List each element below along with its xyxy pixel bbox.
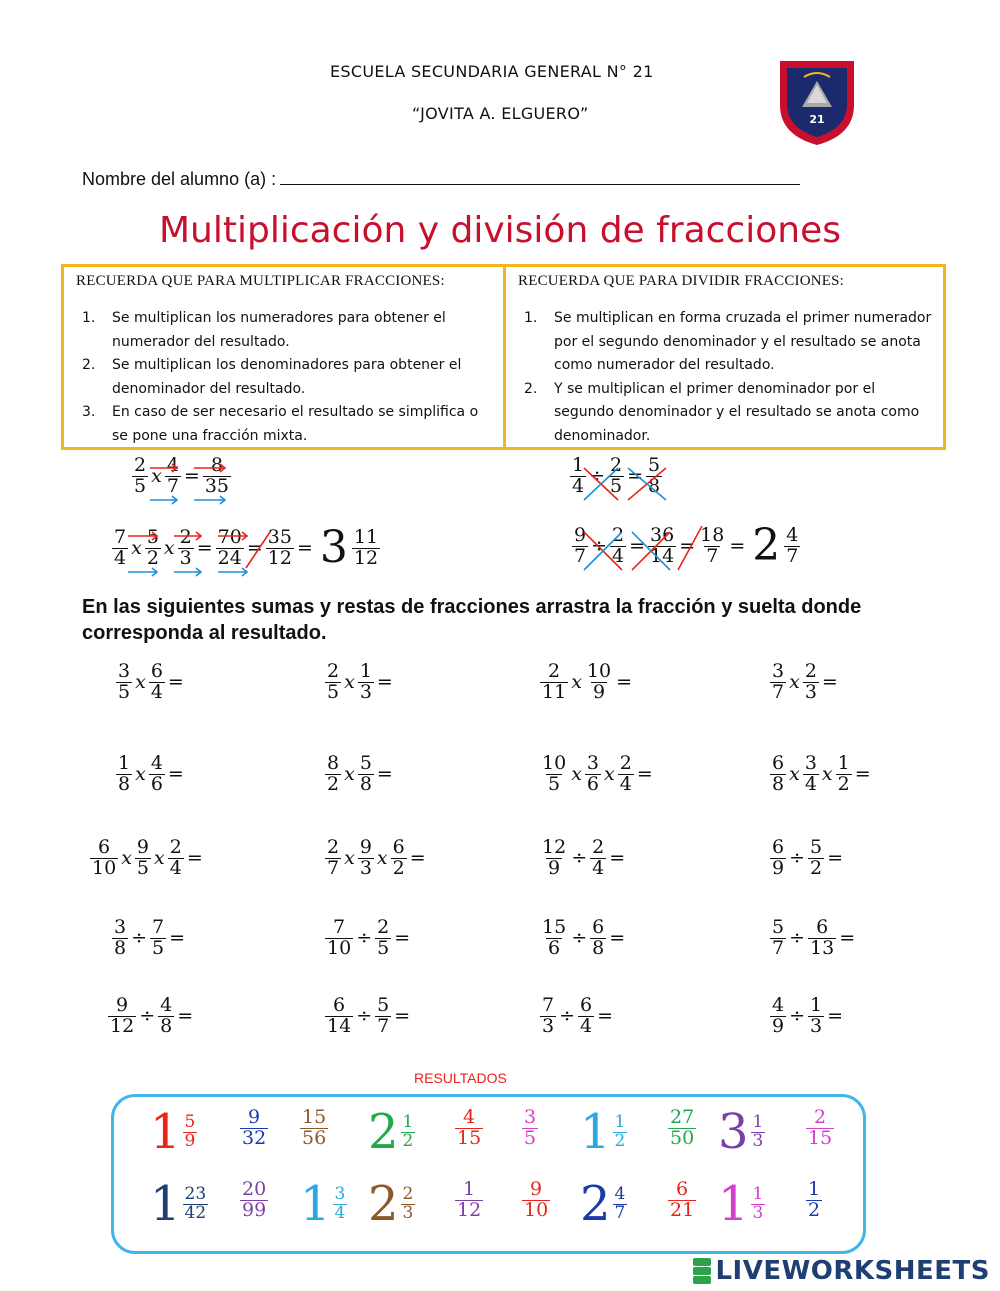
operator: x: [789, 671, 800, 694]
exercise-fraction: $\frac{2}{4}$: [169, 836, 182, 879]
result-whole: 2: [580, 1176, 611, 1232]
operator: ÷: [789, 927, 806, 950]
equals-sign: =: [376, 763, 393, 786]
results-label: RESULTADOS: [414, 1070, 507, 1086]
answer-drop-zone[interactable]: [206, 838, 246, 878]
result-fraction: $\frac{23}{42}$: [184, 1183, 207, 1223]
operator: ÷: [131, 927, 148, 950]
answer-drop-zone[interactable]: [396, 662, 436, 702]
equals-sign: =: [394, 1005, 411, 1028]
result-fraction: $\frac{6}{21}$: [670, 1178, 695, 1221]
answer-drop-zone[interactable]: [635, 662, 675, 702]
equals-sign: =: [167, 671, 184, 694]
answer-drop-zone[interactable]: [846, 838, 886, 878]
answer-drop-zone[interactable]: [616, 996, 656, 1036]
exercise-3-3: [540, 838, 668, 879]
equals-sign: =: [839, 927, 856, 950]
operator: ÷: [356, 1005, 373, 1028]
exercise-1-3: [540, 662, 675, 703]
exercise-fraction: $\frac{3}{7}$: [772, 660, 785, 703]
result-whole: 2: [368, 1104, 399, 1160]
equals-sign: =: [394, 927, 411, 950]
answer-drop-zone[interactable]: [187, 754, 227, 794]
result-tile[interactable]: [522, 1108, 538, 1149]
example-multiplication-2: $\frac{7}{4}$ x $\frac{5}{2}$ x $\frac{2}{3}$ = $\frac{70}{24}$ = $\frac{35}{12}$ = 3 $\frac{11}{12}$: [114, 522, 379, 573]
exercise-fraction: $\frac{2}{4}$: [619, 752, 632, 795]
school-name-line: ESCUELA SECUNDARIA GENERAL N° 21: [330, 62, 654, 81]
operator: ÷: [356, 927, 373, 950]
exercise-4-4: [770, 918, 898, 959]
multiply-rule-item: 1. Se multiplican los numeradores para obtener el numerador del resultado.: [82, 310, 446, 350]
exercise-fraction: $\frac{3}{4}$: [804, 752, 817, 795]
exercise-fraction: $\frac{2}{7}$: [327, 836, 340, 879]
liveworksheets-logo-icon: [693, 1258, 711, 1284]
result-tile[interactable]: [455, 1108, 483, 1149]
result-fraction: $\frac{2}{3}$: [402, 1183, 414, 1223]
answer-drop-zone[interactable]: [413, 996, 453, 1036]
result-tile[interactable]: [150, 1176, 208, 1232]
school-crest-logo: [774, 55, 860, 147]
exercise-fraction: $\frac{6}{2}$: [392, 836, 405, 879]
operator: x: [376, 847, 388, 870]
exercise-fraction: $\frac{4}{6}$: [150, 752, 163, 795]
example-div1-arrows: [578, 462, 688, 508]
result-tile[interactable]: [580, 1176, 627, 1232]
operator: x: [344, 671, 355, 694]
equals-sign: =: [636, 763, 653, 786]
equals-sign: =: [376, 671, 393, 694]
liveworksheets-brand: LIVEWORKSHEETS: [715, 1256, 990, 1286]
operator: ÷: [571, 847, 588, 870]
equals-sign: =: [827, 847, 844, 870]
operator: x: [604, 763, 615, 786]
operator: x: [821, 763, 833, 786]
exercise-1-2: [325, 662, 436, 703]
exercise-4-2: [325, 918, 453, 959]
result-tile[interactable]: [240, 1180, 268, 1221]
exercise-fraction: $\frac{6}{8}$: [772, 752, 785, 795]
exercise-5-1: [108, 996, 236, 1037]
exercise-fraction: $\frac{2}{3}$: [804, 660, 817, 703]
example-division-2: $\frac{9}{7}$ ÷ $\frac{2}{4}$ = $\frac{36}{14}$ = $\frac{18}{7}$ = 2 $\frac{4}{7}$: [574, 520, 799, 571]
result-tile[interactable]: [368, 1176, 415, 1232]
operator: x: [135, 763, 146, 786]
divide-rule-item: 2. Y se multiplican el primer denominador por el segundo denominador y el resultado se anota como denominador.: [524, 380, 920, 444]
exercise-2-1: [116, 754, 227, 795]
result-whole: 1: [580, 1104, 611, 1160]
exercise-4-1: [112, 918, 228, 959]
exercise-1-4: [770, 662, 881, 703]
operator: x: [789, 763, 800, 786]
exercise-fraction: $\frac{7}{3}$: [542, 994, 555, 1037]
exercise-fraction: $\frac{5}{7}$: [772, 916, 785, 959]
exercise-2-4: [770, 754, 914, 795]
exercise-1-1: [116, 662, 227, 703]
exercise-fraction: $\frac{1}{8}$: [118, 752, 131, 795]
result-whole: 1: [718, 1176, 749, 1232]
exercise-fraction: $\frac{9}{12}$: [110, 994, 135, 1037]
result-fraction: $\frac{1}{2}$: [614, 1111, 626, 1151]
exercise-fraction: $\frac{6}{4}$: [580, 994, 593, 1037]
equals-sign: =: [821, 671, 838, 694]
result-fraction: $\frac{1}{3}$: [752, 1111, 764, 1151]
operator: x: [135, 671, 146, 694]
exercise-fraction: $\frac{8}{2}$: [327, 752, 340, 795]
equals-sign: =: [854, 763, 871, 786]
equals-sign: =: [169, 927, 186, 950]
example-mult1-arrows: [140, 460, 240, 508]
answer-drop-zone[interactable]: [628, 918, 668, 958]
exercise-fraction: $\frac{1}{2}$: [837, 752, 850, 795]
multiply-rules-box: [61, 264, 506, 450]
equals-sign: =: [609, 847, 626, 870]
equals-sign: =: [409, 847, 426, 870]
result-fraction: $\frac{5}{9}$: [184, 1111, 196, 1151]
exercise-fraction: $\frac{2}{11}$: [542, 660, 567, 703]
exercise-fraction: $\frac{4}{8}$: [160, 994, 173, 1037]
answer-drop-zone[interactable]: [187, 662, 227, 702]
exercise-fraction: $\frac{5}{8}$: [359, 752, 372, 795]
result-whole: 1: [300, 1176, 331, 1232]
exercise-fraction: $\frac{10}{5}$: [542, 752, 567, 795]
result-fraction: $\frac{9}{10}$: [524, 1178, 549, 1221]
exercise-fraction: $\frac{1}{3}$: [359, 660, 372, 703]
operator: x: [344, 847, 355, 870]
equals-sign: =: [177, 1005, 194, 1028]
exercise-fraction: $\frac{12}{9}$: [542, 836, 567, 879]
multiply-rule-item: 2. Se multiplican los denominadores para obtener el denominador del resultado.: [82, 357, 462, 397]
answer-drop-zone[interactable]: [196, 996, 236, 1036]
exercise-fraction: $\frac{7}{10}$: [327, 916, 352, 959]
exercise-4-3: [540, 918, 668, 959]
equals-sign: =: [597, 1005, 614, 1028]
answer-drop-zone[interactable]: [396, 754, 436, 794]
result-fraction: $\frac{4}{7}$: [614, 1183, 626, 1223]
result-tile[interactable]: [580, 1104, 627, 1160]
answer-drop-zone[interactable]: [188, 918, 228, 958]
operator: x: [344, 763, 355, 786]
result-whole: 2: [368, 1176, 399, 1232]
operator: ÷: [559, 1005, 576, 1028]
student-name-label: Nombre del alumno (a) :: [82, 169, 277, 189]
exercise-5-3: [540, 996, 656, 1037]
exercise-fraction: $\frac{7}{5}$: [152, 916, 165, 959]
exercise-fraction: $\frac{2}{4}$: [592, 836, 605, 879]
liveworksheets-footer: [693, 1256, 990, 1286]
divide-rules-box: [503, 264, 946, 450]
operator: ÷: [789, 1005, 806, 1028]
page-title: Multiplicación y división de fracciones: [158, 210, 842, 251]
exercise-fraction: $\frac{3}{8}$: [114, 916, 127, 959]
answer-drop-zone[interactable]: [628, 838, 668, 878]
result-whole: 1: [150, 1104, 181, 1160]
exercise-2-3: [540, 754, 696, 795]
student-name-row: [82, 168, 800, 190]
answer-drop-zone[interactable]: [846, 996, 886, 1036]
multiply-rules-heading: RECUERDA QUE PARA MULTIPLICAR FRACCIONES:: [76, 273, 445, 289]
result-fraction: $\frac{20}{99}$: [242, 1178, 267, 1221]
example-multiplication-1: $\frac{2}{5}$ x $\frac{4}{7}$ = $\frac{8}{35}$: [134, 454, 230, 497]
result-tile[interactable]: [668, 1108, 696, 1149]
exercise-3-1: [90, 838, 246, 879]
result-fraction: $\frac{3}{5}$: [524, 1106, 537, 1149]
operator: x: [571, 763, 582, 786]
exercise-fraction: $\frac{6}{4}$: [150, 660, 163, 703]
equals-sign: =: [616, 671, 633, 694]
answer-drop-zone[interactable]: [656, 754, 696, 794]
exercise-fraction: $\frac{6}{9}$: [772, 836, 785, 879]
result-whole: 3: [718, 1104, 749, 1160]
exercise-fraction: $\frac{10}{9}$: [586, 660, 612, 703]
result-tile[interactable]: [300, 1108, 328, 1149]
operator: ÷: [571, 927, 588, 950]
exercise-5-4: [770, 996, 886, 1037]
result-tile[interactable]: [718, 1176, 765, 1232]
example-div2-arrows: [578, 526, 708, 578]
result-fraction: $\frac{3}{4}$: [334, 1183, 346, 1223]
exercise-5-2: [325, 996, 453, 1037]
result-fraction: $\frac{1}{2}$: [402, 1111, 414, 1151]
exercise-fraction: $\frac{2}{5}$: [327, 660, 340, 703]
example-division-1: $\frac{1}{4}$ ÷ $\frac{2}{5}$ = $\frac{5}{8}$: [572, 454, 661, 497]
student-name-field[interactable]: [280, 168, 800, 185]
answer-drop-zone[interactable]: [841, 662, 881, 702]
result-tile[interactable]: [368, 1104, 415, 1160]
exercise-fraction: $\frac{4}{9}$: [772, 994, 785, 1037]
result-tile[interactable]: [806, 1180, 822, 1221]
result-tile[interactable]: [806, 1108, 834, 1149]
result-tile[interactable]: [455, 1180, 483, 1221]
school-name-quote: “JOVITA A. ELGUERO”: [412, 104, 589, 123]
result-tile[interactable]: [300, 1176, 347, 1232]
result-fraction: $\frac{4}{15}$: [457, 1106, 482, 1149]
exercise-fraction: $\frac{5}{7}$: [377, 994, 390, 1037]
divide-rule-item: 1. Se multiplican en forma cruzada el primer numerador por el segundo denominador y el resultado se anota como numerador del resultado.: [524, 310, 932, 373]
exercise-fraction: $\frac{15}{6}$: [542, 916, 567, 959]
exercise-2-2: [325, 754, 436, 795]
result-fraction: $\frac{15}{56}$: [302, 1106, 327, 1149]
answer-drop-zone[interactable]: [429, 838, 469, 878]
result-whole: 1: [150, 1176, 181, 1232]
operator: x: [154, 847, 165, 870]
divide-rules-heading: RECUERDA QUE PARA DIVIDIR FRACCIONES:: [518, 273, 845, 289]
equals-sign: =: [827, 1005, 844, 1028]
result-fraction: $\frac{1}{12}$: [457, 1178, 482, 1221]
exercise-fraction: $\frac{3}{6}$: [586, 752, 599, 795]
exercise-fraction: $\frac{6}{14}$: [327, 994, 352, 1037]
operator: x: [121, 847, 132, 870]
answer-drop-zone[interactable]: [413, 918, 453, 958]
operator: x: [571, 671, 582, 694]
exercise-fraction: $\frac{9}{5}$: [136, 836, 149, 879]
exercise-3-2: [325, 838, 469, 879]
equals-sign: =: [609, 927, 626, 950]
result-tile[interactable]: [240, 1108, 268, 1149]
result-tile[interactable]: [668, 1180, 696, 1221]
equals-sign: =: [186, 847, 203, 870]
multiply-rule-item: 3. En caso de ser necesario el resultado se simplifica o se pone una fracción mixta.: [82, 404, 479, 444]
operator: ÷: [139, 1005, 156, 1028]
result-tile[interactable]: [150, 1104, 197, 1160]
example-mult2-arrows: [118, 528, 288, 582]
exercise-3-4: [770, 838, 886, 879]
exercise-fraction: $\frac{6}{8}$: [592, 916, 605, 959]
answer-drop-zone[interactable]: [874, 754, 914, 794]
result-fraction: $\frac{2}{15}$: [808, 1106, 833, 1149]
answer-drop-zone[interactable]: [858, 918, 898, 958]
crest-number: 21: [809, 113, 825, 126]
result-tile[interactable]: [522, 1180, 550, 1221]
equals-sign: =: [167, 763, 184, 786]
exercise-fraction: $\frac{3}{5}$: [118, 660, 131, 703]
result-fraction: $\frac{9}{32}$: [242, 1106, 267, 1149]
exercise-fraction: $\frac{2}{5}$: [377, 916, 390, 959]
exercise-fraction: $\frac{1}{3}$: [810, 994, 823, 1037]
result-tile[interactable]: [718, 1104, 765, 1160]
instructions-text: En las siguientes sumas y restas de fracciones arrastra la fracción y suelta donde corresponda al resultado.: [82, 596, 862, 644]
result-fraction: $\frac{1}{3}$: [752, 1183, 764, 1223]
result-fraction: $\frac{1}{2}$: [808, 1178, 821, 1221]
result-fraction: $\frac{27}{50}$: [670, 1106, 695, 1149]
exercise-fraction: $\frac{6}{10}$: [92, 836, 117, 879]
operator: ÷: [789, 847, 806, 870]
exercise-fraction: $\frac{6}{13}$: [810, 916, 835, 959]
exercise-fraction: $\frac{9}{3}$: [359, 836, 372, 879]
exercise-fraction: $\frac{5}{2}$: [810, 836, 823, 879]
